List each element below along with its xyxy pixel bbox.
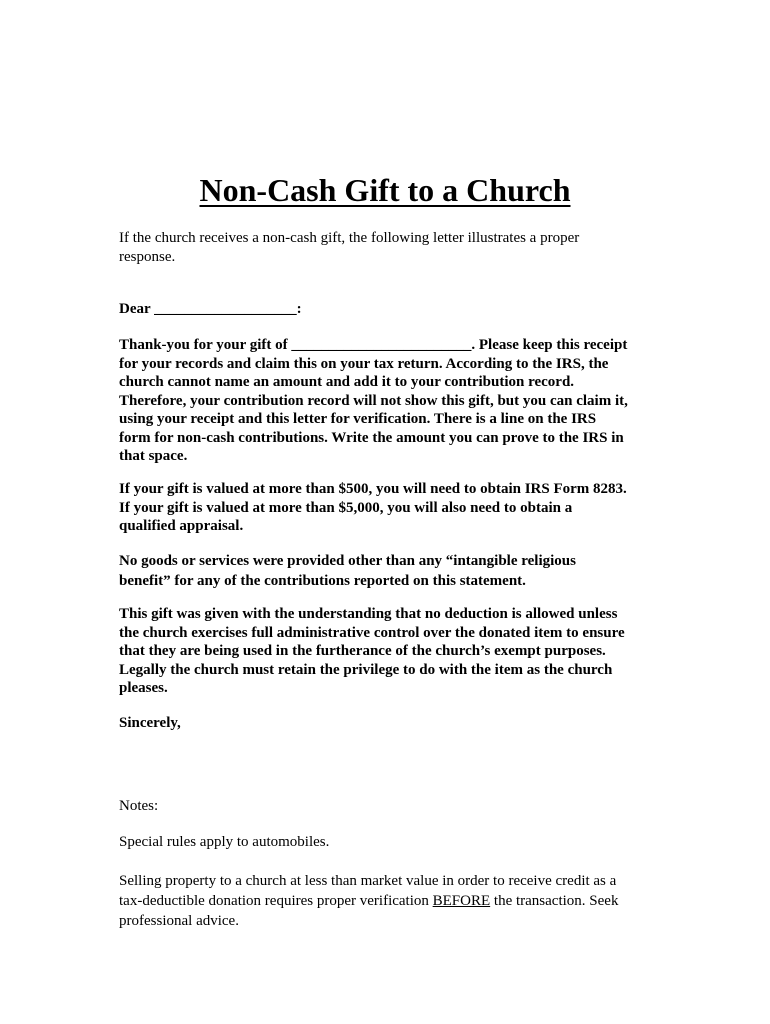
document-title-text: Non-Cash Gift to a Church [199,172,571,208]
closing: Sincerely, [119,715,181,731]
note-automobiles: Special rules apply to automobiles. [119,834,330,850]
body-paragraph-3: No goods or services were provided other than any “intangible religious benefit” for any of the contributions reported on this statement. [119,553,576,589]
salutation: Dear ___________________: [119,301,302,317]
note-selling-property-start: Selling property to a church at less than market value in order to receive credit as a tax-deductible donation requires proper verification [119,873,617,909]
notes-heading: Notes: [119,798,159,814]
note-before-emphasis: BEFORE [432,893,491,909]
body-paragraph-1: Thank-you for your gift of ________________________. Please keep this receipt for your records and claim this on your tax return. According to the IRS, the church cannot name an amount and add it to your contribution record. Therefore, your contribution record will not show this gift, but you can claim it, using your receipt and this letter for verification. There is a line on the IRS form for non-cash contributions. Write the amount you can prove to the IRS in that space. [119,337,628,464]
document-title [0,170,770,210]
body-paragraph-2: If your gift is valued at more than $500, you will need to obtain IRS Form 8283. If your gift is valued at more than $5,000, you will also need to obtain a qualified appraisal. [119,481,627,534]
body-paragraph-4: This gift was given with the understanding that no deduction is allowed unless the church exercises full administrative control over the donated item to ensure that they are being used in the furtherance of the church’s exempt purposes. Legally the church must retain the privilege to do with the item as the church pleases. [119,606,625,696]
note-selling-property [119,871,629,931]
note-selling-property-end: the transaction. Seek professional advice. [119,893,619,929]
intro-text: If the church receives a non-cash gift, the following letter illustrates a proper response. [119,230,580,265]
